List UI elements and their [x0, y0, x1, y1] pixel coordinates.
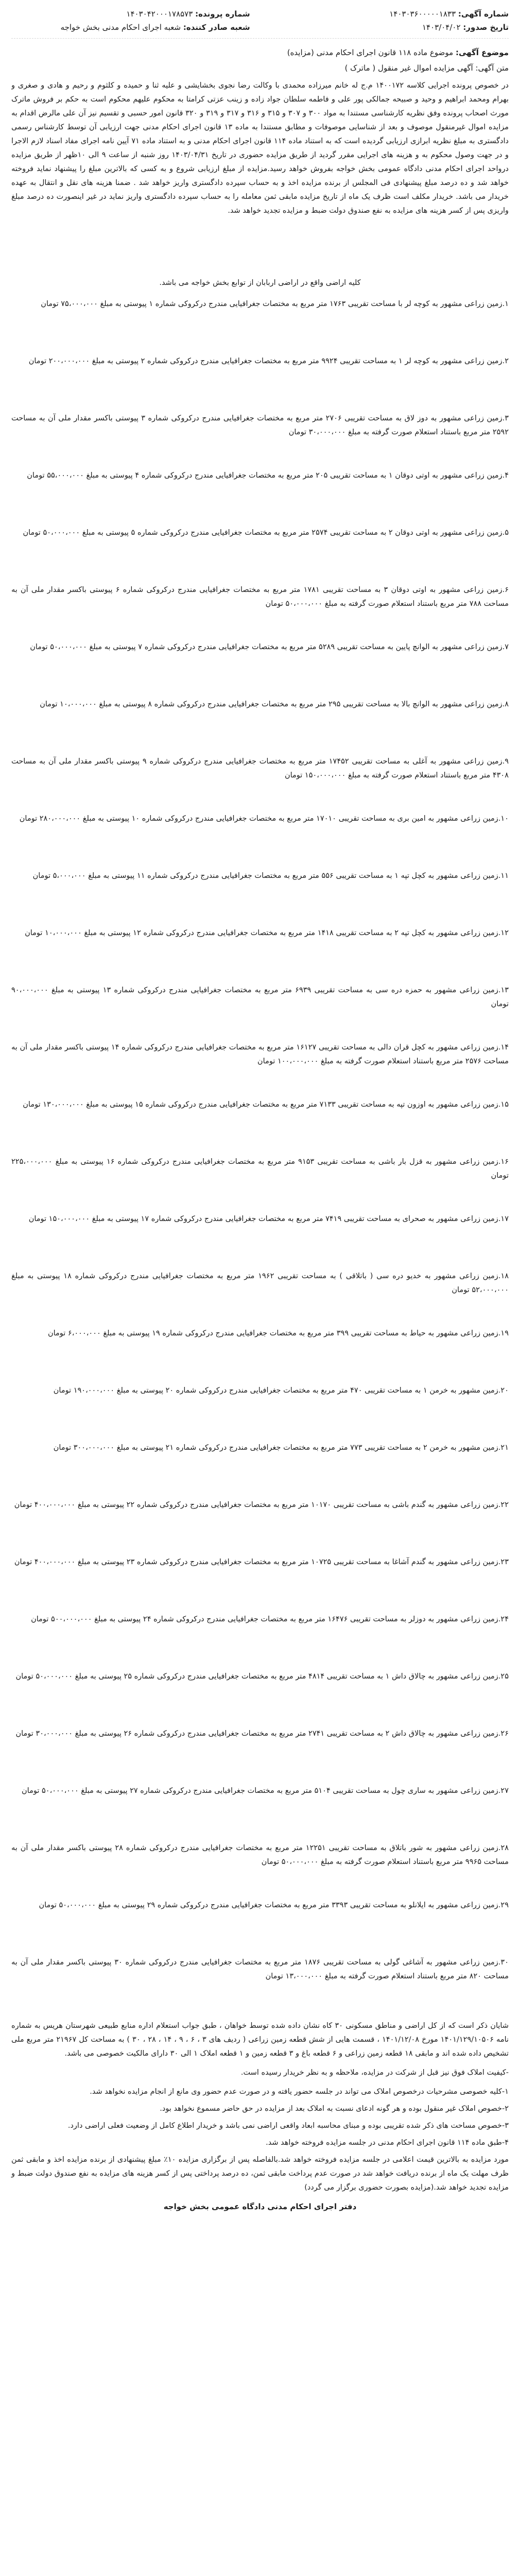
auction-item-1: ۱.زمین زراعی مشهور به کوچه لر با مساحت تقریبی ۱۷۶۳ متر مربع به مختصات جغرافیایی مندرج درکروکی شماره ۱ پیوستی به مبلغ ۷۵،۰۰۰،۰۰۰ تومان — [41, 300, 509, 308]
auction-item-26: ۲۶.زمین زراعی مشهور به چالاق داش ۲ به مساحت تقریبی ۲۷۴۱ متر مربع به مختصات جغرافیایی مندرج درکروکی شماره ۲۶ پیوستی به مبلغ ۳۰،۰۰۰،۰۰۰ تومان — [15, 1730, 509, 1738]
footer-note-2: ۲-خصوص املاک غیر منقول بوده و هر گونه ادعای نسبت به املاک بعد از مزایده در حق حاضر مسموع نخواهد بود. — [160, 2105, 509, 2113]
issuer-row — [11, 21, 250, 34]
footer-note-4: ۴-طبق ماده ۱۱۴ قانون اجرای احکام مدنی در جلسه مزایده فروخته خواهد شد. — [266, 2139, 509, 2147]
auction-item-13: ۱۳.زمین زراعی مشهور به حمزه دره سی به مساحت تقریبی ۶۹۳۹ متر مربع به مختصات جغرافیایی مندرج درکروکی شماره ۱۳ پیوستی به مبلغ ۹۰،۰۰۰،۰۰۰ تومان — [11, 986, 509, 1008]
auction-item-23: ۲۳.زمین زراعی مشهور به گندم آشاغا به مساحت تقریبی ۱۰۷۲۵ متر مربع به مختصات جغرافیایی مندرج درکروکی شماره ۲۳ پیوستی به مبلغ ۴۰۰،۰۰۰،۰۰۰ تومان — [14, 1558, 509, 1566]
auction-item-4: ۴.زمین زراعی مشهور به اوتی دوقان ۱ به مساحت تقریبی ۲۰۵ متر مربع به مختصات جغرافیایی مندرج درکروکی شماره ۴ پیوستی به مبلغ ۵۵،۰۰۰،۰۰۰ تومان — [27, 471, 509, 480]
notice-number-row — [270, 7, 509, 21]
auction-item-24: ۲۴.زمین زراعی مشهور به دوزلر به مساحت تقریبی ۱۶۴۷۶ متر مربع به مختصات جغرافیایی مندرج درکروکی شماره ۲۴ پیوستی به مبلغ ۵۰۰،۰۰۰،۰۰۰ تومان — [31, 1615, 509, 1623]
auction-item-16: ۱۶.زمین زراعی مشهور به قزل بار باشی به مساحت تقریبی ۹۱۵۳ متر مربع به مختصات جغرافیایی مندرج درکروکی شماره ۱۶ پیوستی به مبلغ ۲۲۵،۰۰۰،۰۰۰ تومان — [11, 1158, 509, 1180]
footer-notes-title: -کیفیت املاک فوق نیز قبل از شرکت در مزایده، ملاحظه و به نظر خریدار رسیده است. — [240, 2069, 509, 2077]
auction-item-11: ۱۱.زمین زراعی مشهور به کچل تپه ۱ به مساحت تقریبی ۵۵۶ متر مربع به مختصات جغرافیایی مندرج درکروکی شماره ۱۱ پیوستی به مبلغ ۵،۰۰۰،۰۰۰ تومان — [32, 872, 509, 880]
auction-item-30: ۳۰.زمین زراعی مشهور به آشاغی گولی به مساحت تقریبی ۱۸۷۶ متر مربع به مختصات جغرافیایی مندرج درکروکی شماره ۳۰ پیوستی باکسر مقدار ملی آن به مساحت ۸۲۰ متر مربع باستناد استعلام صورت گرفته به مبلغ ۱۳،۰۰۰،۰۰۰ تومان — [11, 1958, 509, 1980]
auction-item-27: ۲۷.زمین زراعی مشهور به ساری چول به مساحت تقریبی ۵۱۰۴ متر مربع به مختصات جغرافیایی مندرج درکروکی شماره ۲۷ پیوستی به مبلغ ۵۰،۰۰۰،۰۰۰ تومان — [22, 1787, 509, 1795]
notice-intro: در خصوص پرونده اجرایی کلاسه ۱۴۰۰۱۷۲ م.ج له خانم میرزاده محمدی با وکالت رضا نجوی بخشایشی و علیه ثنا و حمیده و کلثوم و رحیم و هادی و صغری و بهرام ومحمد ابراهیم و وحید و صبیحه جمالکی پور علی و فاطمه سلطان جواد زاده و زینب عزتی کرامتا به محکوم علیهم محکوم است به حکم بر فروش ماترک مورث اصحاب پرونده وفق نظریه کارشناسی مستندا به مواد ۳۰۰ و ۳۰۷ و ۳۱۵ و ۳۱۶ و ۳۱۷ و ۳۱۹ و ۳۲۰ قانون امور حسبی و تقسیم نیز آن علی مالرض اقدام به مزایده اموال غیرمنقول موصوف و بعد از شناسایی موصوفات و مطابق مستندا به ماده ۱۳ قانون اجرای احکام مدنی جهت ارزیابی آن توسط کارشناس رسمی دادگستری به مبلغ نظریه ابرازی ارزیابی گردیده است که به استناد ماده ۱۱۴ قانون اجرای احکام مدنی و به استناد ماده ۷۱ آیین نامه اجرای مفاد اسناد لازم الاجرا و در جهت وصول محکوم به و هزینه های اجرایی مقرر گردید از طریق مزایده حضوری در تاریخ ۱۴۰۳/۰۴/۳۱ روز شنبه از ساعت ۹ الی ۱۰ظهر از طریق مزایده درواحد اجرای احکام مدنی دادگاه عمومی بخش خواجه بفروش خواهد رسید.مزایده از مبلغ ارزیابی شروع و به کسی که بالاترین مبلغ را پیشنهاد نماید فروخته خواهد شد و ده درصد مبلغ پیشنهادی فی المجلس از برنده مزایده اخذ و به حساب سپرده دادگستری واریز خواهد شد . ضمنا هزینه های نقل و انتقال به عهده خریدار می باشد. خریدار مکلف است ظرف یک ماه از تاریخ مزایده مابقی ثمن معامله را به حساب سپرده دادگستری واریز نماید در غیر اینصورت ده درصد مبلغ واریزی پس از کسر هزینه های مزایده به نفع صندوق دولت ضبط و مزایده تجدید خواهد شد. — [11, 81, 509, 215]
auction-item-22: ۲۲.زمین زراعی مشهور به گندم باشی به مساحت تقریبی ۱۰۱۷۰ متر مربع به مختصات جغرافیایی مندرج درکروکی شماره ۲۲ پیوستی به مبلغ ۴۰۰،۰۰۰،۰۰۰ تومان — [14, 1501, 509, 1509]
office-signature: دفتر اجرای احکام مدنی دادگاه عمومی بخش خواجه — [163, 2202, 357, 2211]
notice-header — [11, 7, 509, 39]
issue-date-label: تاریخ صدور: — [463, 23, 509, 32]
subject-value: موضوع ماده ۱۱۸ قانون اجرای احکام مدنی (مزایده) — [287, 48, 454, 57]
case-number-label: شماره پرونده: — [195, 9, 250, 19]
auction-item-25: ۲۵.زمین زراعی مشهور به چالاق داش ۱ به مساحت تقریبی ۴۸۱۴ متر مربع به مختصات جغرافیایی مندرج درکروکی شماره ۲۵ پیوستی به مبلغ ۵۰،۰۰۰،۰۰۰ تومان — [15, 1672, 509, 1681]
auction-item-19: ۱۹.زمین زراعی مشهور به حیاط به مساحت تقریبی ۳۹۹ متر مربع به مختصات جغرافیایی مندرج درکروکی شماره ۱۹ پیوستی به مبلغ ۶،۰۰۰،۰۰۰ تومان — [47, 1329, 509, 1337]
case-number-value: ۱۴۰۳۰۴۲۰۰۰۱۷۸۵۷۳ — [126, 9, 193, 19]
footer-note-3: ۳-خصوص مساحت های ذکر شده تقریبی بوده و مبنای محاسبه ابعاد واقعی اراضی نمی باشد و خریدار اطلاع کامل از وضعیت فعلی اراضی دارد. — [67, 2122, 509, 2130]
issue-date-value: ۱۴۰۳/۰۴/۰۲ — [422, 23, 461, 32]
auction-item-6: ۶.زمین زراعی مشهور به اوتی دوقان ۳ به مساحت تقریبی ۱۷۸۱ متر مربع به مختصات جغرافیایی مندرج درکروکی شماره ۶ پیوستی باکسر مقدار ملی آن به مساحت ۷۸۸ متر مربع باستناد استعلام صورت گرفته به مبلغ ۵۰،۰۰۰،۰۰۰ تومان — [11, 586, 509, 608]
auction-item-8: ۸.زمین زراعی مشهور به الوانچ بالا به مساحت تقریبی ۲۹۵ متر مربع به مختصات جغرافیایی مندرج درکروکی شماره ۸ پیوستی به مبلغ ۱۰،۰۰۰،۰۰۰ تومان — [40, 700, 509, 708]
auction-item-28: ۲۸.زمین زراعی مشهور به شور باتلاق به مساحت تقریبی ۱۲۲۵۱ متر مربع به مختصات جغرافیایی مندرج درکروکی شماره ۲۸ پیوستی باکسر مقدار ملی آن به مساحت ۹۹۶۵ متر مربع باستناد استعلام صورت گرفته به مبلغ ۵۰،۰۰۰،۰۰۰ تومان — [11, 1844, 509, 1866]
auction-item-17: ۱۷.زمین زراعی مشهور به صحرای به مساحت تقریبی ۷۴۱۹ متر مربع به مختصات جغرافیایی مندرج درکروکی شماره ۱۷ پیوستی به مبلغ ۱۵۰،۰۰۰،۰۰۰ تومان — [28, 1215, 509, 1223]
header-left — [11, 7, 250, 34]
auction-item-10: ۱۰.زمین زراعی مشهور به امین بری به مساحت تقریبی ۱۷۰۱۰ متر مربع به مختصات جغرافیایی مندرج درکروکی شماره ۱۰ پیوستی به مبلغ ۲۸۰،۰۰۰،۰۰۰ تومان — [19, 815, 509, 823]
auction-item-18: ۱۸.زمین زراعی مشهور به خدیو دره سی ( باتلاقی ) به مساحت تقریبی ۱۹۶۲ متر مربع به مختصات جغرافیایی مندرج درکروکی شماره ۱۸ پیوستی به مبلغ ۵۲،۰۰۰،۰۰۰ تومان — [11, 1272, 509, 1294]
auction-item-29: ۲۹.زمین زراعی مشهور به ایلانلو به مساحت تقریبی ۳۳۹۳ متر مربع به مختصات جغرافیایی مندرج درکروکی شماره ۲۹ پیوستی به مبلغ ۵۰،۰۰۰،۰۰۰ تومان — [39, 1901, 509, 1909]
auction-items — [11, 294, 509, 2010]
subject-label: موضوع آگهی: — [455, 48, 509, 57]
issue-date-row — [270, 21, 509, 34]
auction-item-14: ۱۴.زمین زراعی مشهور به کچل قران دالی به مساحت تقریبی ۱۶۱۲۷ متر مربع به مختصات جغرافیایی مندرج درکروکی شماره ۱۴ پیوستی باکسر مقدار ملی آن به مساحت ۲۵۷۶ متر مربع باستناد استعلام صورت گرفته به مبلغ ۱۰۰،۰۰۰،۰۰۰ تومان — [11, 1043, 509, 1065]
footer-note-1: ۱-کلیه خصوصی مشرحیات درخصوص املاک می تواند در جلسه حضور یافته و در صورت عدم حضور وی مانع از انجام مزایده نخواهد شد. — [90, 2088, 509, 2096]
auction-item-9: ۹.زمین زراعی مشهور به آغلی به مساحت تقریبی ۱۷۴۵۲ متر مربع به مختصات جغرافیایی مندرج درکروکی شماره ۹ پیوستی باکسر مقدار ملی آن به مساحت ۴۳۰۸ متر مربع باستناد استعلام صورت گرفته به مبلغ ۱۵۰،۰۰۰،۰۰۰ تومان — [11, 757, 509, 779]
auction-item-3: ۳.زمین زراعی مشهور به دوز لاق به مساحت تقریبی ۲۷۰۶ متر مربع به مختصات جغرافیایی مندرج درکروکی شماره ۳ پیوستی باکسر مقدار ملی آن به مساحت ۲۵۹۲ متر مربع باستناد استعلام صورت گرفته به مبلغ ۳۰،۰۰۰،۰۰۰ تومان — [11, 414, 509, 436]
auction-item-2: ۲.زمین زراعی مشهور به کوچه لر ۱ به مساحت تقریبی ۹۹۲۴ متر مربع به مختصات جغرافیایی مندرج درکروکی شماره ۲ پیوستی به مبلغ ۲۰۰،۰۰۰،۰۰۰ تومان — [28, 357, 509, 365]
auction-item-15: ۱۵.زمین زراعی مشهور به اوزون تپه به مساحت تقریبی ۷۱۳۳ متر مربع به مختصات جغرافیایی مندرج درکروکی شماره ۱۵ پیوستی به مبلغ ۱۳۰،۰۰۰،۰۰۰ تومان — [23, 1100, 509, 1109]
header-right — [270, 7, 509, 34]
notice-number-value: ۱۴۰۳۰۳۶۰۰۰۰۰۱۸۳۳ — [389, 9, 456, 19]
auction-item-20: ۲۰.زمین مشهور به خرمن ۱ به مساحت تقریبی ۴۷۰ متر مربع به مختصات جغرافیایی مندرج درکروکی شماره ۲۰ پیوستی به مبلغ ۱۹۰،۰۰۰،۰۰۰ تومان — [53, 1386, 509, 1395]
issuer-label: شعبه صادر کننده: — [183, 23, 250, 32]
auction-item-21: ۲۱.زمین مشهور به خرمن ۲ به مساحت تقریبی ۷۷۳ متر مربع به مختصات جغرافیایی مندرج درکروکی شماره ۲۱ پیوستی به مبلغ ۳۰۰،۰۰۰،۰۰۰ تومان — [53, 1444, 509, 1452]
notice-title: متن آگهی: آگهی مزایده اموال غیر منقول ( ماترک ) — [344, 63, 509, 73]
footer-notes — [11, 2085, 509, 2195]
notice-number-label: شماره آگهی: — [458, 9, 509, 19]
case-number-row — [11, 7, 250, 21]
notice-subject — [11, 46, 509, 59]
footer-note-5: مورد مزایده به بالاترین قیمت اعلامی در جلسه مزایده فروخته خواهد شد.بالفاصله پس از برگزاری مزایده ۱۰٪ مبلغ پیشنهادی از برنده مزایده اخذ و مابقی ثمن ظرف مهلت یک ماه از برنده دریافت خواهد شد در صورت عدم پرداخت مابقی ثمن، ده درصد پرداختی پس از کسر هزینه های مزایده به نفع صندوق دولت ضبط و مزایده تجدید خواهد شد.(مزایده بصورت حضوری برگزار می گردد) — [11, 2156, 509, 2192]
footer-summary: شایان ذکر است که از کل اراضی و مناطق مسکونی ۳۰ کاه نشان داده شده توسط خواهان ، طبق جواب استعلام اداره منابع طبیعی شهرستان هریس به شماره نامه ۱۴۰۱/۱۲۹/۱۰۵۰۶ مورخ ۱۴۰۱/۱۲/۰۸ ، قسمت هایی از شش قطعه زمین زراعی ( ردیف های ۳ ، ۶ ، ۹ ، ۱۴ ، ۲۸ ، ۳۰ ) به مساحت کل ۲۱۹۶۷ متر مربع ملی تشخیص داده شده اند و مابقی ۱۸ قطعه زمین زراعی و ۶ قطعه باغ و ۳ قطعه زمین و ۱ قطعه املاک ۱ الی ۳۰ دارای مالکیت خصوصی می باشد. — [11, 2022, 509, 2058]
items-heading: کلیه اراضی واقع در اراضی اربابان از توابع بخش خواجه می باشد. — [159, 279, 361, 287]
auction-item-12: ۱۲.زمین زراعی مشهور به کچل تپه ۲ به مساحت تقریبی ۱۴۱۸ متر مربع به مختصات جغرافیایی مندرج درکروکی شماره ۱۲ پیوستی به مبلغ ۱۰،۰۰۰،۰۰۰ تومان — [25, 929, 509, 937]
auction-item-5: ۵.زمین زراعی مشهور به اوتی دوقان ۲ به مساحت تقریبی ۲۵۷۴ متر مربع به مختصات جغرافیایی مندرج درکروکی شماره ۵ پیوستی به مبلغ ۵۰،۰۰۰،۰۰۰ تومان — [23, 529, 509, 537]
auction-item-7: ۷.زمین زراعی مشهور به الوانچ پایین به مساحت تقریبی ۵۲۸۹ متر مربع به مختصات جغرافیایی مندرج درکروکی شماره ۷ پیوستی به مبلغ ۵۰،۰۰۰،۰۰۰ تومان — [30, 643, 509, 651]
notice-footer — [11, 2019, 509, 2214]
issuer-value: شعبه اجرای احکام مدنی بخش خواجه — [60, 23, 181, 32]
